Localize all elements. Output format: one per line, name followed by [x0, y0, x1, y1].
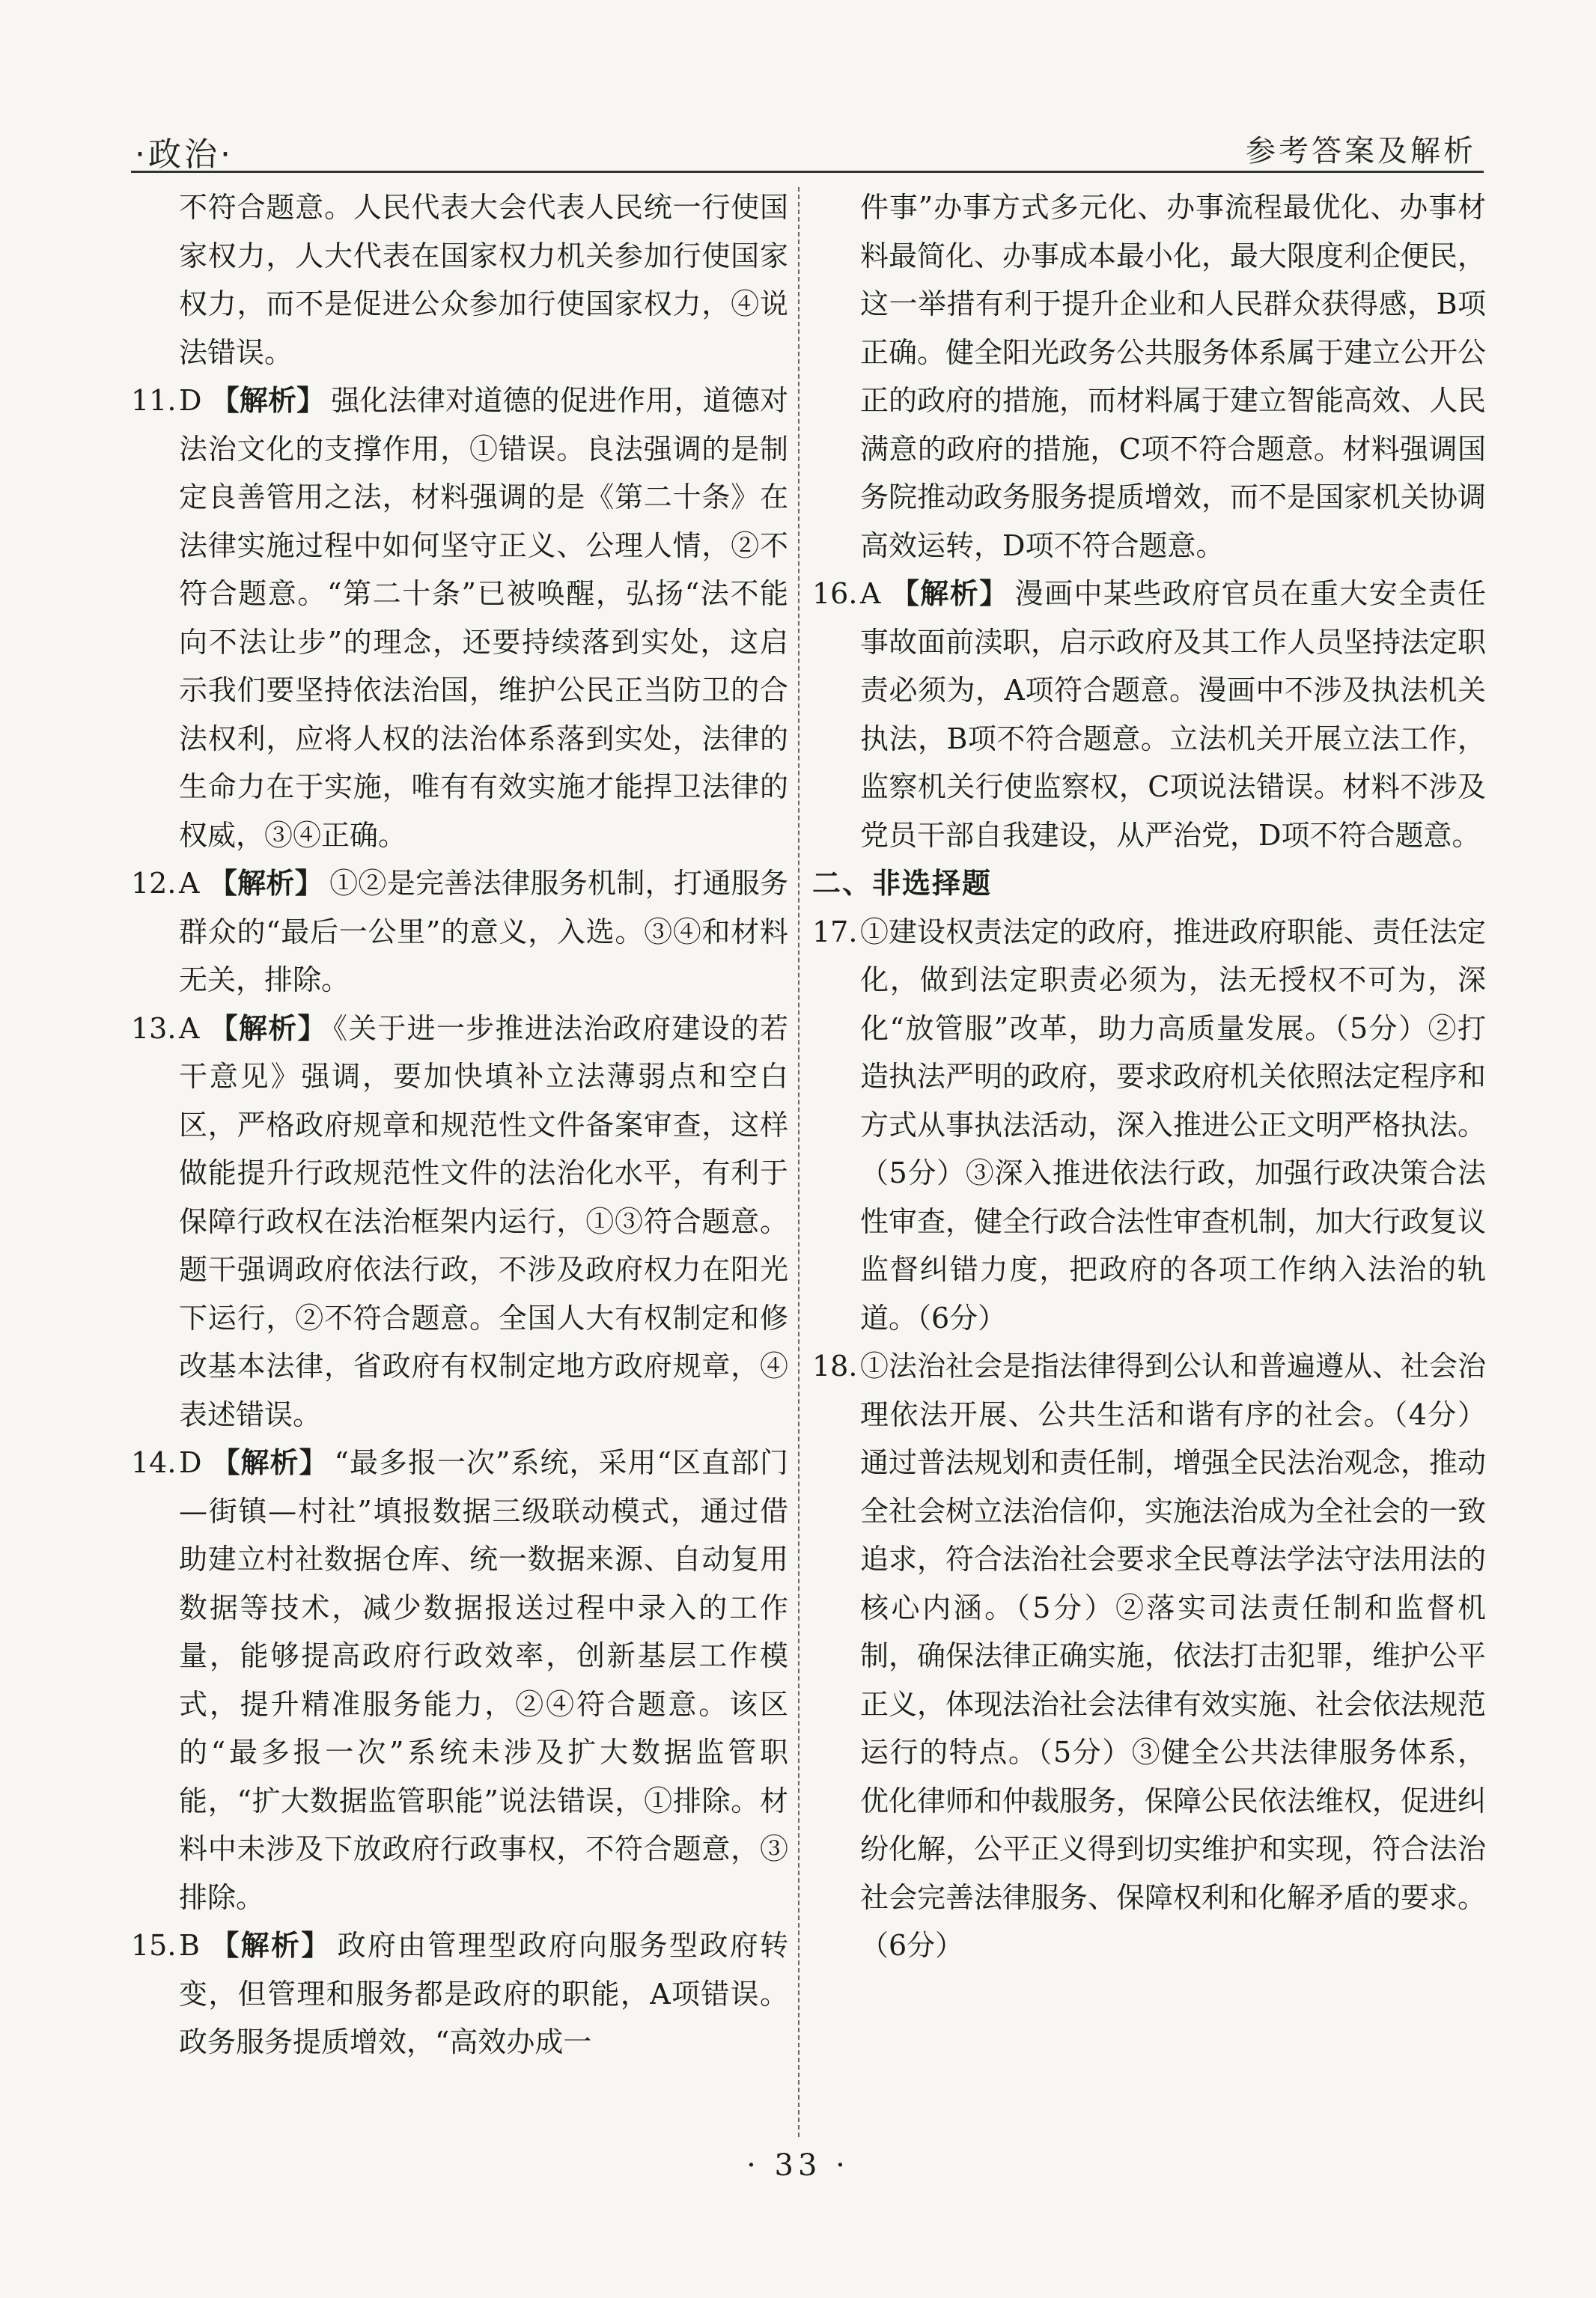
answer-item-14	[131, 1439, 788, 1921]
analysis-text: 漫画中某些政府官员在重大安全责任事故面前渎职，启示政府及其工作人员坚持法定职责必须为，A项符合题意。漫画中不涉及执法机关执法，B项不符合题意。立法机关开展立法工作，监察机关行使监察权，C项说法错误。材料不涉及党员干部自我建设，从严治党，D项不符合题意。	[860, 577, 1487, 852]
analysis-text: 《关于进一步推进法治政府建设的若干意见》强调，要加快填补立法薄弱点和空白区，严格政府规章和规范性文件备案审查，这样做能提升行政规范性文件的法治化水平，有利于保障行政权在法治框架内运行，①③符合题意。题干强调政府依法行政，不涉及政府权力在阳光下运行，②不符合题意。全国人大有权制定和修改基本法律，省政府有权制定地方政府规章，④表述错误。	[179, 1011, 788, 1431]
section-header: 参考答案及解析	[1246, 134, 1476, 168]
header-rule	[131, 171, 1484, 173]
analysis-tag: 【解析】	[208, 867, 324, 900]
question-number: 12.	[131, 867, 177, 900]
page-number: · 33 ·	[746, 2148, 850, 2183]
answer-body	[179, 859, 788, 1005]
question-number: 11.	[131, 384, 177, 417]
question-number: 14.	[131, 1446, 177, 1479]
answer-body	[179, 1005, 788, 1439]
question-number: 15.	[131, 1929, 177, 1962]
answer-body	[179, 1921, 788, 2067]
answer-letter: D	[179, 384, 202, 417]
analysis-tag: 【解析】	[208, 1011, 327, 1045]
analysis-tag: 【解析】	[208, 1929, 332, 1962]
answer-letter: A	[860, 577, 881, 610]
continuation-paragraph: 不符合题意。人民代表大会代表人民统一行使国家权力，人大代表在国家权力机关参加行使国家权力，而不是促进公众参加行使国家权力，④说法错误。	[179, 191, 788, 369]
analysis-text: 政府由管理型政府向服务型政府转变，但管理和服务都是政府的职能，A项错误。政务服务提质增效，“高效办成一	[179, 1929, 788, 2058]
answer-item-18	[812, 1342, 1486, 1970]
answer-body	[179, 377, 788, 859]
answer-item-17	[812, 908, 1486, 1343]
answer-letter: A	[179, 867, 200, 900]
right-column	[812, 183, 1486, 1970]
question-number: 13.	[131, 1011, 177, 1045]
answer-body	[860, 570, 1486, 859]
answer-item-16	[812, 570, 1486, 859]
answer-letter: A	[179, 1011, 200, 1045]
answer-item-12	[131, 859, 788, 1005]
answer-body	[179, 1439, 788, 1921]
analysis-tag: 【解析】	[210, 384, 326, 417]
analysis-tag: 【解析】	[889, 577, 1009, 610]
continuation-paragraph: 件事”办事方式多元化、办事流程最优化、办事材料最简化、办事成本最小化，最大限度利企便民，这一举措有利于提升企业和人民群众获得感，B项正确。健全阳光政务公共服务体系属于建立公开公正的政府的措施，而材料属于建立智能高效、人民满意的政府的措施，C项不符合题意。材料强调国务院推动政务服务提质增效，而不是国家机关协调高效运转，D项不符合题意。	[860, 191, 1487, 562]
question-number: 18.	[812, 1350, 858, 1383]
analysis-text: 强化法律对道德的促进作用，道德对法治文化的支撑作用，①错误。良法强调的是制定良善管用之法，材料强调的是《第二十条》在法律实施过程中如何坚守正义、公理人情，②不符合题意。“第二十条”已被唤醒，弘扬“法不能向不法让步”的理念，还要持续落到实处，这启示我们要坚持依法治国，维护公民正当防卫的合法权利，应将人权的法治体系落到实处，法律的生命力在于实施，唯有有效实施才能捍卫法律的权威，③④正确。	[179, 384, 788, 852]
answer-item-13	[131, 1005, 788, 1439]
column-divider	[798, 187, 799, 2137]
answer-text: ①法治社会是指法律得到公认和普遍遵从、社会治理依法开展、公共生活和谐有序的社会。（4分）通过普法规划和责任制，增强全民法治观念，推动全社会树立法治信仰，实施法治成为全社会的一致追求，符合法治社会要求全民尊法学法守法用法的核心内涵。（5分）②落实司法责任制和监督机制，确保法律正确实施，依法打击犯罪，维护公平正义，体现法治社会法律有效实施、社会依法规范运行的特点。（5分）③健全公共法律服务体系，优化律师和仲裁服务，保障公民依法维权，促进纠纷化解，公平正义得到切实维护和实现，符合法治社会完善法律服务、保障权利和化解矛盾的要求。（6分）	[860, 1350, 1487, 1962]
left-column	[131, 183, 788, 2067]
answer-item-11	[131, 377, 788, 859]
analysis-text: ①②是完善法律服务机制，打通服务群众的“最后一公里”的意义，入选。③④和材料无关，排除。	[179, 867, 788, 996]
section-title: 二、非选择题	[812, 867, 993, 900]
analysis-text: “最多报一次”系统，采用“区直部门—街镇—村社”填报数据三级联动模式，通过借助建立村社数据仓库、统一数据来源、自动复用数据等技术，减少数据报送过程中录入的工作量，能够提高政府行政效率，创新基层工作模式，提升精准服务能力，②④符合题意。该区的“最多报一次”系统未涉及扩大数据监管职能，“扩大数据监管职能”说法错误，①排除。材料中未涉及下放政府行政事权，不符合题意，③排除。	[179, 1446, 788, 1914]
analysis-tag: 【解析】	[210, 1446, 329, 1479]
answer-item-15	[131, 1921, 788, 2067]
question-number: 17.	[812, 915, 858, 948]
question-number: 16.	[812, 577, 858, 610]
subject-header: ·政治·	[135, 135, 234, 174]
answer-letter: B	[179, 1929, 200, 1962]
answer-letter: D	[179, 1446, 202, 1479]
answer-text: ①建设权责法定的政府，推进政府职能、责任法定化，做到法定职责必须为，法无授权不可为，深化“放管服”改革，助力高质量发展。（5分）②打造执法严明的政府，要求政府机关依照法定程序和方式从事执法活动，深入推进公正文明严格执法。（5分）③深入推进依法行政，加强行政决策合法性审查，健全行政合法性审查机制，加大行政复议监督纠错力度，把政府的各项工作纳入法治的轨道。（6分）	[860, 915, 1487, 1335]
